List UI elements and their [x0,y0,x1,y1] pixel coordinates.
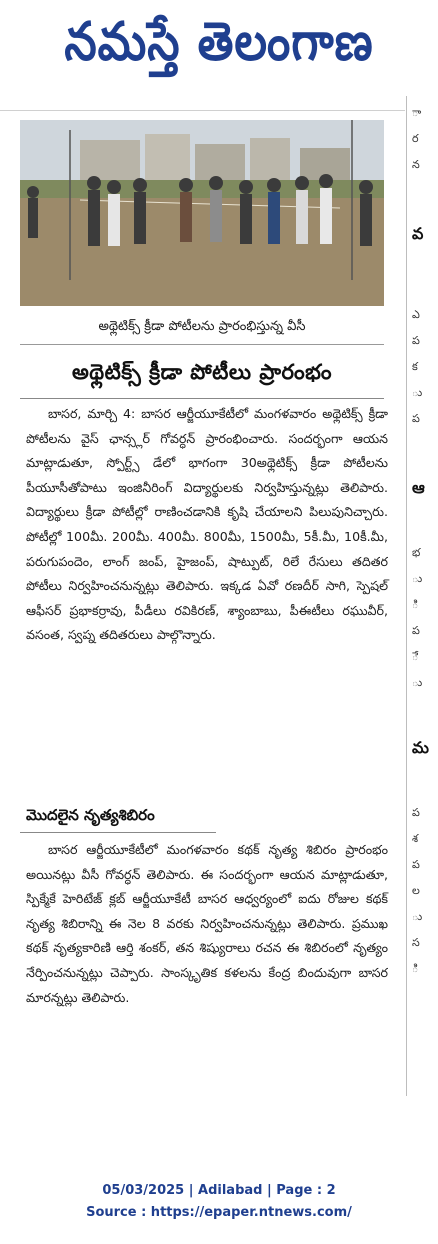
article-body-paragraph: బాసర, మార్చి 4: బాసర ఆర్జీయూకేటీలో మంగళవారం అథ్లెటిక్స్ క్రీడా పోటీలను వైస్ ఛాన్స్లర్ గోవర్ధన్ ప్రారంభించారు. సందర్భంగా ఆయన మాట్లాడుతూ, స్పోర్ట్స్ డేలో భాగంగా 30అథ్లెటిక్స్ క్రీడా పోటీలను పీయూసీతోపాటు ఇంజినీరింగ్ విద్యార్థులకు నిర్వహిస్తున్నట్లు తెలిపారు. విద్యార్థులు క్రీడా పోటీల్లో రాణించడానికి కృషి చేయాలని పిలుపునిచ్చారు. పోటీల్లో 100మీ. 200మీ. 400మీ. 800మీ, 1500మీ, 5కీ.మీ, 10కీ.మీ, పరుగుపందెం, లాంగ్ జంప్, హైజంప్, షాట్పుట్, రిలే రేసులు తదితర పోటీలు నిర్వహించనున్నట్లు తెలిపారు. ఇక్కడ ఏవో రణదీర్ సాగి, స్పెషల్ ఆఫీసర్ ప్రభాకర్రావు, పీడీలు రవికిరణ్, శ్యాంబాబు, పీఈటీలు రఘువీర్, వసంత, స్వప్న తదితరులు పాల్గొన్నారు. [26,406,388,643]
column-divider [406,96,407,1096]
adjacent-column-clipped: ా ర న వ ఎ ప క ు ప ఆ భ ు ి ప ే ు మ ప శ ప ల ు స ి [412,106,429,975]
subarticle-body-paragraph: బాసర ఆర్జీయూకేటీలో మంగళవారం కథక్ నృత్య శిబిరం ప్రారంభం అయినట్లు వీసీ గోవర్ధన్ తెలిపారు. ఈ సందర్భంగా ఆయన మాట్లాడుతూ, స్పిక్మేకే హెరిటేజ్ క్లబ్ ఆర్జీయూకేటీ బాసర ఆధ్వర్యంలో ఐదు రోజుల కథక్ నృత్య శిబిరాన్ని ఈ నెల 8 వరకు నిర్వహించనున్నట్లు తెలిపారు. ప్రముఖ కథక్ నృత్యకారిణి ఆర్తి శంకర్, తన శిష్యురాలు రచన ఈ శిబిరంలో నృత్యం నేర్పించనున్నట్లు చెప్పారు. సాంస్కృతిక కళలను కేంద్ర బిందువుగా బాసర మారన్నట్లు తెలిపారు. [26,842,388,1005]
subarticle-body [26,838,388,1010]
newspaper-masthead [0,0,438,96]
masthead-title: నమస్తే తెలంగాణ [64,10,374,73]
footer-source: Source : https://epaper.ntnews.com/ [86,1205,352,1220]
article-body [26,402,388,648]
article-headline: అథ్లెటిక్స్ క్రీడా పోటీలు ప్రారంభం [20,352,384,399]
event-photo [20,120,384,306]
header-divider [0,110,405,111]
subarticle-headline: మొదలైన నృత్యశిబిరం [20,802,216,833]
photo-caption: అథ్లెటిక్స్ క్రీడా పోటీలను ప్రారంభిస్తున్న వీసీ [20,312,384,345]
footer-date-edition: 05/03/2025 | Adilabad | Page : 2 [102,1183,336,1198]
